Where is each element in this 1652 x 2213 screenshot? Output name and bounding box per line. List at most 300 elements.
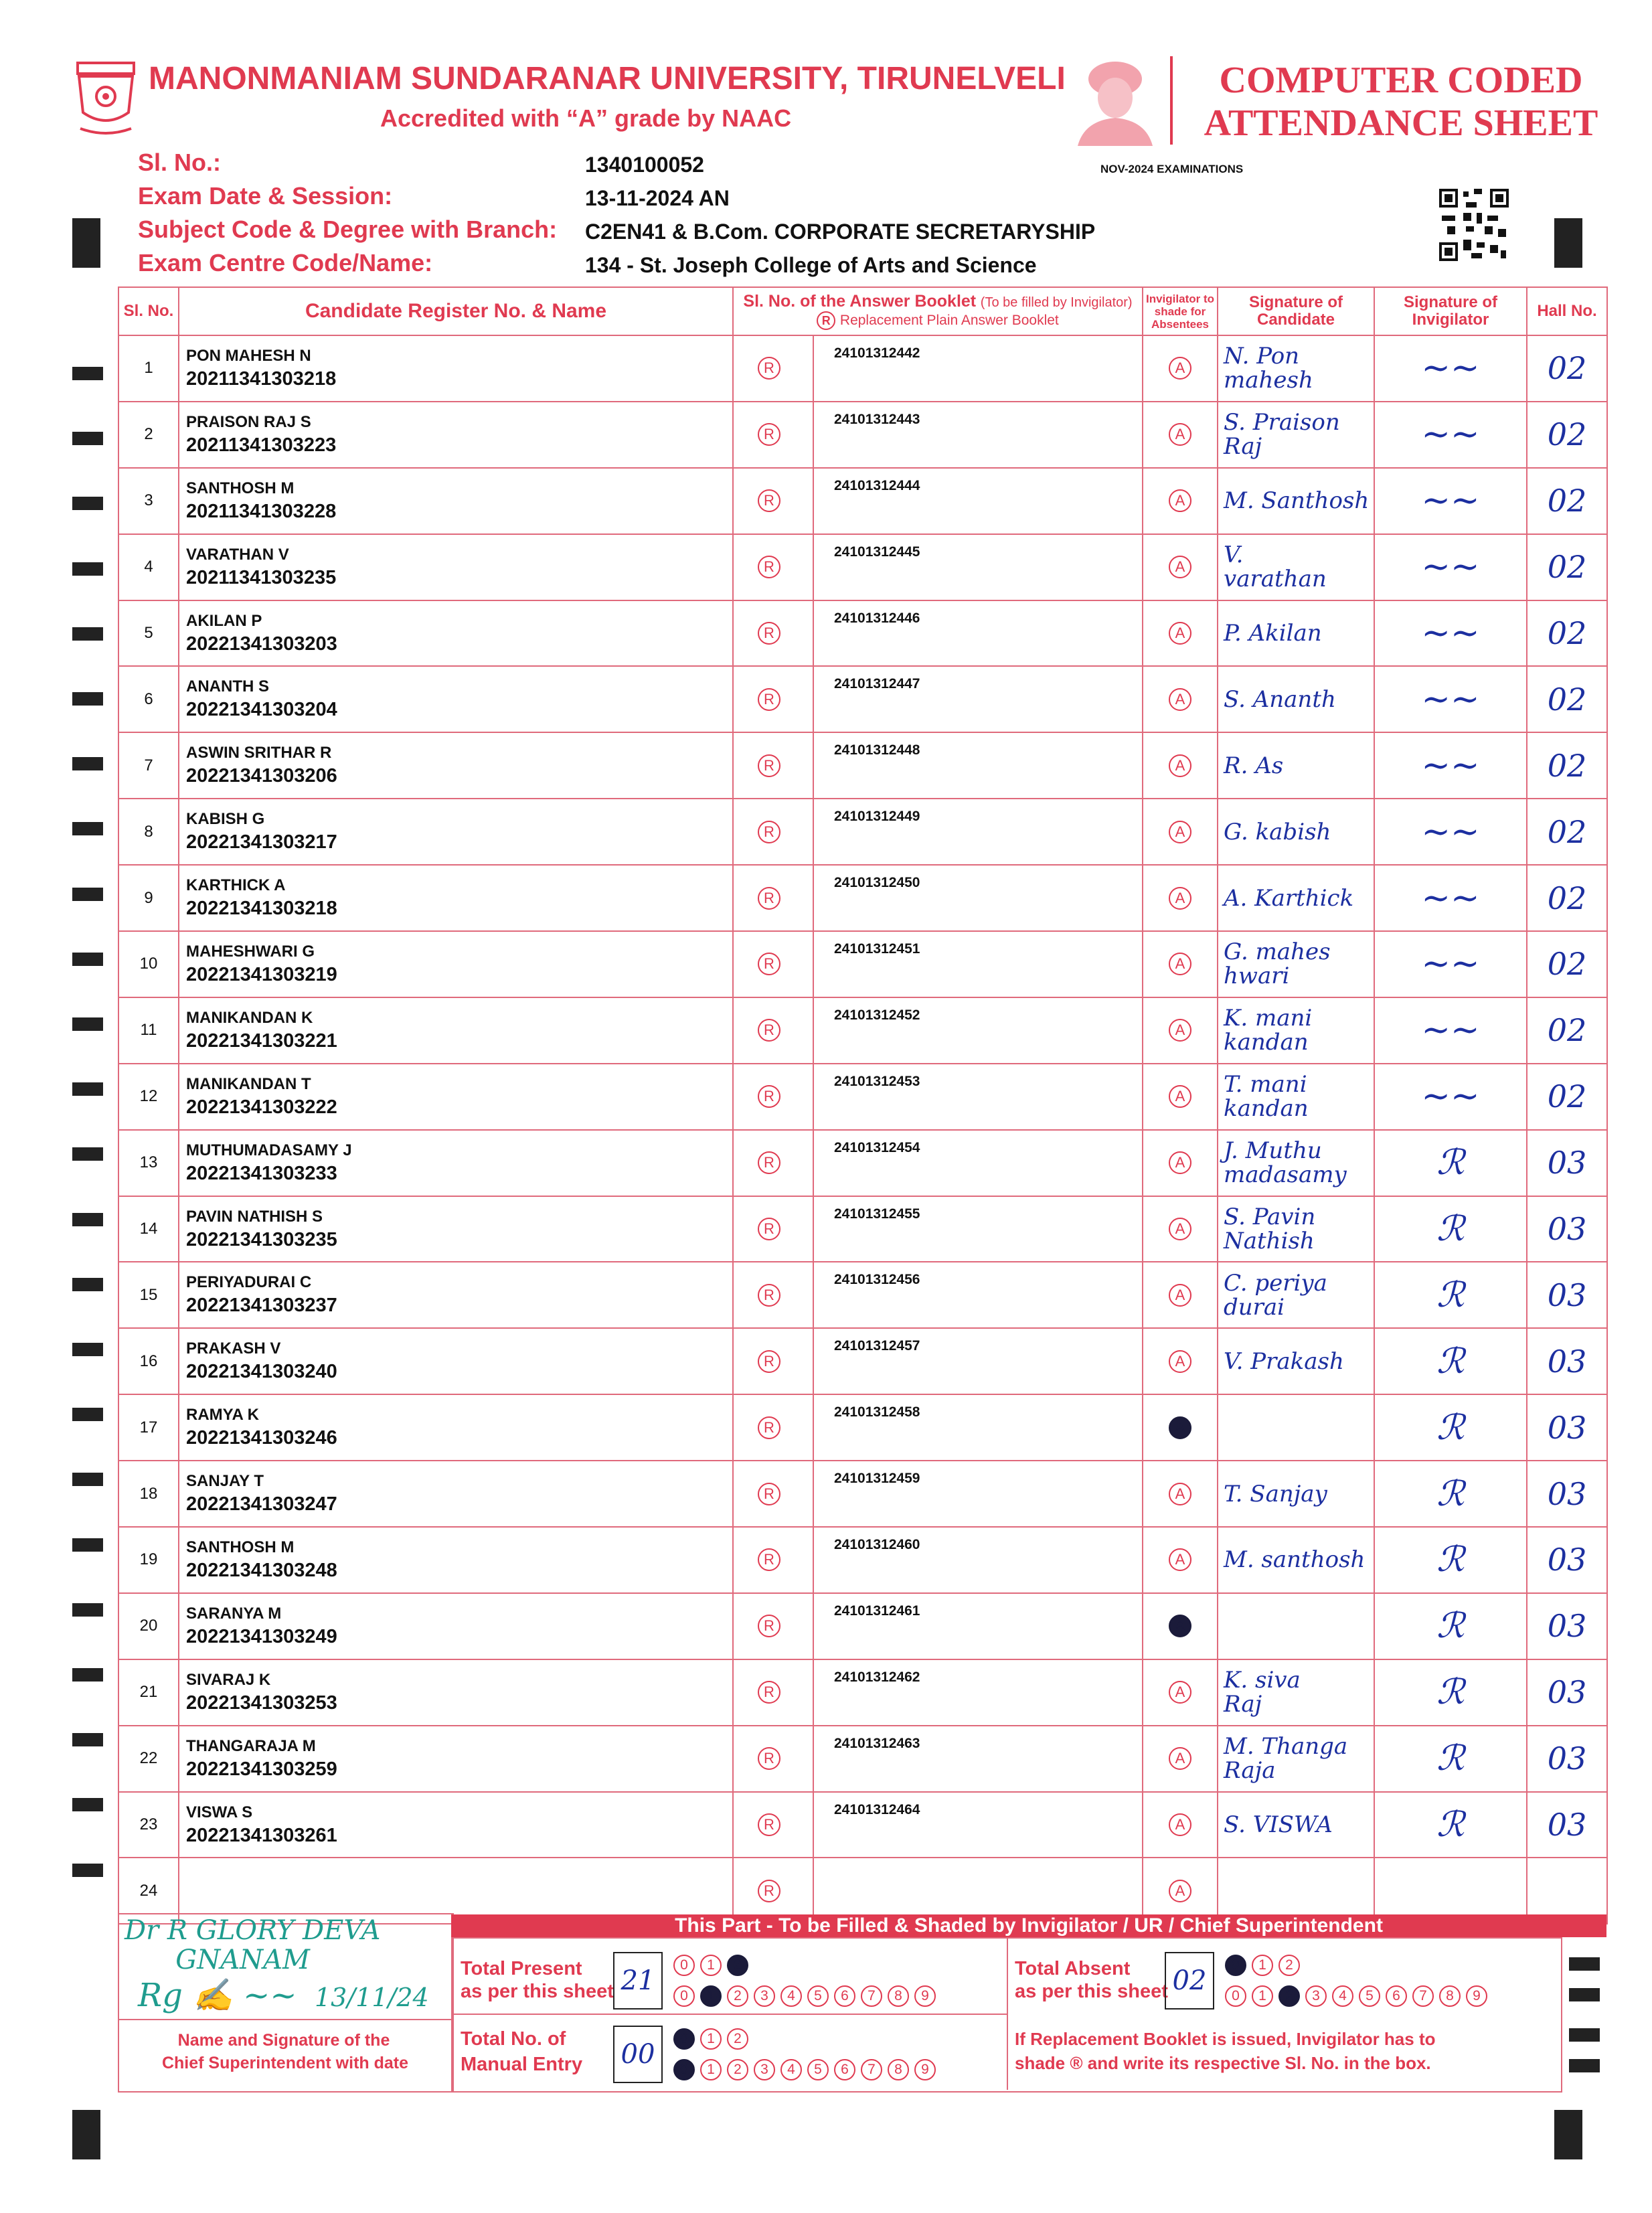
- candidate-signature[interactable]: A. Karthick: [1218, 865, 1374, 931]
- absentee-cell: [1143, 534, 1218, 600]
- replacement-bubble[interactable]: R: [758, 556, 780, 578]
- absentee-bubble[interactable]: A: [1169, 1483, 1191, 1505]
- timing-mark: [72, 562, 103, 576]
- absentee-bubble[interactable]: A: [1169, 887, 1191, 910]
- candidate-name: PRAKASH V: [186, 1339, 281, 1358]
- booklet-cell: [733, 865, 1143, 931]
- booklet-number[interactable]: 24101312459: [834, 1471, 920, 1487]
- candidate-name: PRAISON RAJ S: [186, 412, 311, 431]
- timing-mark: [1569, 1957, 1600, 1971]
- replacement-bubble[interactable]: R: [758, 1813, 780, 1836]
- invigilator-signature[interactable]: ~~: [1374, 468, 1527, 534]
- digit-bubble[interactable]: 7: [861, 2059, 882, 2080]
- absentee-cell: [1143, 335, 1218, 402]
- table-row: [118, 1394, 1607, 1461]
- booklet-divider: [813, 469, 814, 534]
- booklet-divider: [813, 1395, 814, 1460]
- table-row: [118, 1527, 1607, 1593]
- absentee-cell: [1143, 1593, 1218, 1659]
- booklet-number[interactable]: 24101312442: [834, 345, 920, 361]
- candidate-register-no: 20221341303217: [186, 831, 337, 853]
- candidate-signature[interactable]: V. Prakash: [1218, 1328, 1374, 1394]
- digit-bubble[interactable]: 9: [1466, 1985, 1487, 2007]
- absentee-bubble[interactable]: A: [1169, 1350, 1191, 1373]
- booklet-number[interactable]: 24101312457: [834, 1338, 920, 1354]
- candidate-name: PON MAHESH N: [186, 346, 311, 365]
- candidate-name: SANTHOSH M: [186, 1538, 295, 1556]
- booklet-number[interactable]: 24101312456: [834, 1272, 920, 1288]
- table-row: [118, 732, 1607, 799]
- candidate-signature[interactable]: P. Akilan: [1218, 600, 1374, 667]
- digit-bubble[interactable]: 7: [1412, 1985, 1434, 2007]
- digit-bubble[interactable]: 3: [1305, 1985, 1327, 2007]
- booklet-divider: [813, 1660, 814, 1725]
- present-tens-bubbles: [673, 1955, 748, 1976]
- candidate-cell: [179, 799, 733, 865]
- booklet-number[interactable]: 24101312458: [834, 1404, 920, 1420]
- replacement-bubble[interactable]: R: [758, 1151, 780, 1174]
- candidate-register-no: 20221341303248: [186, 1559, 337, 1581]
- timing-mark: [72, 888, 103, 901]
- booklet-divider: [813, 1131, 814, 1196]
- hall-number[interactable]: 02: [1527, 799, 1607, 865]
- invigilator-signature[interactable]: ℛ: [1374, 1394, 1527, 1461]
- booklet-number[interactable]: 24101312452: [834, 1007, 920, 1023]
- candidate-cell: [179, 1196, 733, 1262]
- booklet-divider: [813, 1793, 814, 1858]
- hall-number[interactable]: 03: [1527, 1461, 1607, 1527]
- candidate-register-no: 20221341303233: [186, 1162, 337, 1184]
- timing-mark: [72, 1082, 103, 1096]
- booklet-cell: [733, 1527, 1143, 1593]
- candidate-name: VARATHAN V: [186, 545, 289, 564]
- invigilator-signature[interactable]: ℛ: [1374, 1593, 1527, 1659]
- booklet-number[interactable]: 24101312461: [834, 1603, 920, 1619]
- candidate-signature[interactable]: J. Muthu madasamy: [1218, 1130, 1374, 1196]
- replacement-bubble[interactable]: R: [758, 1218, 780, 1240]
- digit-bubble[interactable]: 0: [673, 1955, 695, 1976]
- candidate-cell: [179, 1726, 733, 1792]
- booklet-number[interactable]: 24101312455: [834, 1206, 920, 1222]
- replacement-bubble[interactable]: R: [758, 357, 780, 380]
- candidate-signature[interactable]: R. As: [1218, 732, 1374, 799]
- absentee-bubble[interactable]: A: [1169, 1151, 1191, 1174]
- absentee-bubble[interactable]: A: [1169, 688, 1191, 711]
- absentee-bubble[interactable]: A: [1169, 1416, 1191, 1439]
- booklet-cell: [733, 666, 1143, 732]
- candidate-signature[interactable]: M. Thanga Raja: [1218, 1726, 1374, 1792]
- replacement-bubble[interactable]: R: [758, 1483, 780, 1505]
- hall-number[interactable]: 02: [1527, 865, 1607, 931]
- absentee-bubble[interactable]: A: [1169, 754, 1191, 777]
- booklet-cell: [733, 1593, 1143, 1659]
- hall-number[interactable]: 02: [1527, 468, 1607, 534]
- candidate-name: MUTHUMADASAMY J: [186, 1141, 352, 1159]
- candidate-cell: [179, 997, 733, 1064]
- invigilator-signature[interactable]: ~~: [1374, 534, 1527, 600]
- absentee-bubble[interactable]: A: [1169, 1548, 1191, 1571]
- timing-mark: [72, 1473, 103, 1486]
- replacement-bubble[interactable]: R: [758, 1615, 780, 1637]
- hall-number[interactable]: 02: [1527, 997, 1607, 1064]
- candidate-name: SARANYA M: [186, 1604, 282, 1623]
- replacement-bubble[interactable]: R: [758, 754, 780, 777]
- booklet-number[interactable]: 24101312453: [834, 1073, 920, 1089]
- absentee-bubble[interactable]: A: [1169, 357, 1191, 380]
- absentee-bubble[interactable]: A: [1169, 1218, 1191, 1240]
- candidate-register-no: 20221341303206: [186, 765, 337, 787]
- hall-number[interactable]: 03: [1527, 1593, 1607, 1659]
- hall-number[interactable]: 03: [1527, 1792, 1607, 1858]
- digit-bubble[interactable]: 7: [861, 1985, 882, 2007]
- replacement-bubble[interactable]: R: [758, 1880, 780, 1902]
- timing-mark: [72, 2110, 100, 2159]
- booklet-divider: [813, 932, 814, 997]
- candidate-signature[interactable]: S. Praison Raj: [1218, 402, 1374, 468]
- digit-bubble[interactable]: 5: [1359, 1985, 1380, 2007]
- replacement-bubble[interactable]: R: [758, 622, 780, 645]
- timing-mark: [72, 1538, 103, 1552]
- booklet-divider: [813, 1858, 814, 1923]
- digit-bubble[interactable]: 4: [1332, 1985, 1353, 2007]
- digit-bubble[interactable]: 1: [700, 2028, 722, 2050]
- replacement-bubble[interactable]: R: [758, 953, 780, 975]
- row-sl: 5: [118, 600, 179, 667]
- digit-bubble[interactable]: 6: [1386, 1985, 1407, 2007]
- table-row: [118, 468, 1607, 534]
- booklet-number[interactable]: 24101312462: [834, 1669, 920, 1685]
- absentee-cell: [1143, 1726, 1218, 1792]
- invigilator-signature[interactable]: ℛ: [1374, 1130, 1527, 1196]
- manual-entry-label: Total No. of: [461, 2028, 566, 2050]
- table-row: [118, 1792, 1607, 1858]
- candidate-cell: [179, 335, 733, 402]
- invigilator-signature[interactable]: ℛ: [1374, 1527, 1527, 1593]
- hall-number[interactable]: 03: [1527, 1394, 1607, 1461]
- invigilator-signature[interactable]: ~~: [1374, 799, 1527, 865]
- replacement-bubble[interactable]: R: [758, 688, 780, 711]
- absentee-bubble[interactable]: A: [1169, 1681, 1191, 1704]
- digit-bubble[interactable]: 6: [834, 2059, 855, 2080]
- invigilator-signature[interactable]: ~~: [1374, 931, 1527, 997]
- candidate-cell: [179, 865, 733, 931]
- invigilator-signature[interactable]: ~~: [1374, 732, 1527, 799]
- digit-bubble[interactable]: 0: [673, 2059, 695, 2080]
- timing-mark: [72, 1603, 103, 1617]
- table-row: [118, 1196, 1607, 1262]
- booklet-number[interactable]: 24101312460: [834, 1537, 920, 1553]
- hall-number[interactable]: 03: [1527, 1726, 1607, 1792]
- row-sl: 9: [118, 865, 179, 931]
- absentee-cell: [1143, 600, 1218, 667]
- candidate-name: ASWIN SRITHAR R: [186, 744, 332, 762]
- digit-bubble[interactable]: 5: [807, 2059, 829, 2080]
- row-sl: 15: [118, 1262, 179, 1328]
- booklet-cell: [733, 534, 1143, 600]
- booklet-cell: [733, 1461, 1143, 1527]
- candidate-signature[interactable]: S. Ananth: [1218, 666, 1374, 732]
- table-header-row: [118, 287, 1607, 335]
- digit-bubble[interactable]: 4: [780, 2059, 802, 2080]
- digit-bubble[interactable]: 5: [807, 1985, 829, 2007]
- digit-bubble[interactable]: 1: [1252, 1955, 1273, 1976]
- digit-bubble[interactable]: 2: [727, 2028, 748, 2050]
- candidate-register-no: 20221341303261: [186, 1824, 337, 1846]
- absentee-cell: [1143, 1262, 1218, 1328]
- invigilator-signature[interactable]: ℛ: [1374, 1262, 1527, 1328]
- timing-mark: [72, 367, 103, 380]
- col-header-sig-invigilator: Signature of Invigilator: [1374, 287, 1527, 335]
- candidate-register-no: 20221341303221: [186, 1030, 337, 1052]
- candidate-signature[interactable]: T. mani kandan: [1218, 1064, 1374, 1130]
- booklet-number[interactable]: 24101312443: [834, 411, 920, 427]
- invigilator-band: This Part - To be Filled & Shaded by Invigilator / UR / Chief Superintendent: [451, 1914, 1606, 1937]
- invigilator-signature[interactable]: ~~: [1374, 997, 1527, 1064]
- candidate-cell: [179, 666, 733, 732]
- candidate-name: PAVIN NATHISH S: [186, 1207, 323, 1226]
- digit-bubble[interactable]: 0: [673, 1985, 695, 2007]
- candidate-signature[interactable]: S. VISWA: [1218, 1792, 1374, 1858]
- invigilator-signature[interactable]: ℛ: [1374, 1792, 1527, 1858]
- digit-bubble[interactable]: 2: [1278, 1985, 1300, 2007]
- qr-code: [1439, 189, 1509, 261]
- digit-bubble[interactable]: 1: [700, 1955, 722, 1976]
- booklet-number[interactable]: 24101312447: [834, 676, 920, 692]
- booklet-number[interactable]: 24101312449: [834, 809, 920, 825]
- booklet-number[interactable]: 24101312464: [834, 1801, 920, 1817]
- digit-bubble[interactable]: 0: [1225, 1955, 1246, 1976]
- subject-label: Subject Code & Degree with Branch:: [138, 216, 558, 243]
- invigilator-signature[interactable]: ℛ: [1374, 1196, 1527, 1262]
- row-sl: 4: [118, 534, 179, 600]
- booklet-cell: [733, 1726, 1143, 1792]
- absentee-bubble[interactable]: A: [1169, 423, 1191, 446]
- invigilator-signature[interactable]: ~~: [1374, 865, 1527, 931]
- accreditation-text: Accredited with “A” grade by NAAC: [380, 104, 792, 132]
- digit-bubble[interactable]: 3: [754, 2059, 775, 2080]
- candidate-signature[interactable]: K. mani kandan: [1218, 997, 1374, 1064]
- absentee-bubble[interactable]: A: [1169, 821, 1191, 843]
- candidate-cell: [179, 1262, 733, 1328]
- booklet-cell: [733, 1262, 1143, 1328]
- digit-bubble[interactable]: 1: [700, 1985, 722, 2007]
- invigilator-signature[interactable]: ~~: [1374, 666, 1527, 732]
- absentee-bubble[interactable]: A: [1169, 556, 1191, 578]
- candidate-cell: [179, 600, 733, 667]
- candidate-signature[interactable]: C. periya durai: [1218, 1262, 1374, 1328]
- replacement-bubble[interactable]: R: [758, 1284, 780, 1307]
- digit-bubble[interactable]: 6: [834, 1985, 855, 2007]
- table-row: [118, 1659, 1607, 1726]
- hall-number[interactable]: 02: [1527, 402, 1607, 468]
- booklet-number[interactable]: 24101312450: [834, 875, 920, 891]
- hall-number[interactable]: 03: [1527, 1328, 1607, 1394]
- booklet-divider: [813, 998, 814, 1063]
- candidate-cell: [179, 1064, 733, 1130]
- row-sl: 3: [118, 468, 179, 534]
- candidate-signature[interactable]: V. varathan: [1218, 534, 1374, 600]
- attendance-table: [118, 286, 1608, 1924]
- booklet-cell: [733, 1394, 1143, 1461]
- absentee-bubble[interactable]: A: [1169, 953, 1191, 975]
- booklet-divider: [813, 799, 814, 864]
- present-units-bubbles: [673, 1985, 936, 2007]
- candidate-signature[interactable]: T. Sanjay: [1218, 1461, 1374, 1527]
- absentee-bubble[interactable]: A: [1169, 1615, 1191, 1637]
- booklet-number[interactable]: 24101312454: [834, 1139, 920, 1155]
- hall-number[interactable]: 02: [1527, 732, 1607, 799]
- booklet-number[interactable]: 24101312451: [834, 941, 920, 957]
- absentee-bubble[interactable]: A: [1169, 489, 1191, 512]
- centre-value: 134 - St. Joseph College of Arts and Science: [585, 253, 1037, 277]
- replacement-bubble[interactable]: R: [758, 887, 780, 910]
- absent-units-bubbles: [1225, 1985, 1487, 2007]
- manual-units-bubbles: [673, 2059, 936, 2080]
- total-present-entry[interactable]: 21: [613, 1952, 663, 2010]
- invigilator-signature[interactable]: ℛ: [1374, 1726, 1527, 1792]
- manual-entry-box[interactable]: 00: [613, 2026, 663, 2083]
- timing-mark: [72, 1147, 103, 1161]
- replacement-bubble[interactable]: R: [758, 1085, 780, 1108]
- invigilator-signature[interactable]: ℛ: [1374, 1461, 1527, 1527]
- candidate-register-no: 20221341303235: [186, 1228, 337, 1250]
- candidate-signature[interactable]: S. Pavin Nathish: [1218, 1196, 1374, 1262]
- hall-number[interactable]: 03: [1527, 1527, 1607, 1593]
- replacement-bubble[interactable]: R: [758, 1548, 780, 1571]
- digit-bubble[interactable]: 2: [727, 2059, 748, 2080]
- hall-number[interactable]: 02: [1527, 335, 1607, 402]
- digit-bubble[interactable]: 0: [673, 2028, 695, 2050]
- replacement-bubble[interactable]: R: [758, 1350, 780, 1373]
- replacement-bubble[interactable]: R: [758, 821, 780, 843]
- candidate-signature[interactable]: M. santhosh: [1218, 1527, 1374, 1593]
- candidate-name: RAMYA K: [186, 1406, 259, 1424]
- digit-bubble[interactable]: 1: [1252, 1985, 1273, 2007]
- hall-number[interactable]: 03: [1527, 1196, 1607, 1262]
- digit-bubble[interactable]: 8: [888, 2059, 909, 2080]
- candidate-name: KARTHICK A: [186, 876, 286, 895]
- candidate-register-no: 20211341303228: [186, 500, 337, 522]
- absentee-bubble[interactable]: A: [1169, 1880, 1191, 1902]
- digit-bubble[interactable]: 2: [1278, 1955, 1300, 1976]
- invigilator-signature[interactable]: ~~: [1374, 335, 1527, 402]
- timing-mark: [72, 822, 103, 835]
- replacement-bubble[interactable]: R: [758, 1019, 780, 1042]
- absentee-cell: [1143, 402, 1218, 468]
- booklet-number[interactable]: 24101312463: [834, 1735, 920, 1751]
- booklet-number[interactable]: 24101312444: [834, 477, 920, 493]
- hall-number[interactable]: 02: [1527, 534, 1607, 600]
- absentee-bubble[interactable]: A: [1169, 1284, 1191, 1307]
- table-row: [118, 534, 1607, 600]
- candidate-signature[interactable]: M. Santhosh: [1218, 468, 1374, 534]
- hall-number[interactable]: 03: [1527, 1262, 1607, 1328]
- hall-number[interactable]: 02: [1527, 1064, 1607, 1130]
- absentee-bubble[interactable]: A: [1169, 1019, 1191, 1042]
- row-sl: 14: [118, 1196, 179, 1262]
- absentee-cell: [1143, 732, 1218, 799]
- replacement-bubble[interactable]: R: [758, 1416, 780, 1439]
- row-sl: 22: [118, 1726, 179, 1792]
- absentee-cell: [1143, 1394, 1218, 1461]
- candidate-signature[interactable]: K. siva Raj: [1218, 1659, 1374, 1726]
- invigilator-signature[interactable]: ℛ: [1374, 1328, 1527, 1394]
- absent-tens-bubbles: [1225, 1955, 1300, 1976]
- booklet-divider: [813, 667, 814, 732]
- candidate-signature[interactable]: [1218, 1593, 1374, 1659]
- absentee-cell: [1143, 931, 1218, 997]
- row-sl: 19: [118, 1527, 179, 1593]
- hall-number[interactable]: 02: [1527, 931, 1607, 997]
- invigilator-signature[interactable]: ~~: [1374, 600, 1527, 667]
- total-absent-entry[interactable]: 02: [1165, 1952, 1214, 2010]
- absentee-cell: [1143, 1659, 1218, 1726]
- row-sl: 8: [118, 799, 179, 865]
- replacement-bubble[interactable]: R: [758, 489, 780, 512]
- row-sl: 2: [118, 402, 179, 468]
- row-sl: 7: [118, 732, 179, 799]
- hall-number[interactable]: 03: [1527, 1130, 1607, 1196]
- booklet-number[interactable]: 24101312445: [834, 544, 920, 560]
- digit-bubble[interactable]: 2: [727, 1955, 748, 1976]
- candidate-signature[interactable]: N. Pon mahesh: [1218, 335, 1374, 402]
- table-row: [118, 1262, 1607, 1328]
- col-header-sig-candidate: Signature of Candidate: [1218, 287, 1374, 335]
- booklet-number[interactable]: 24101312446: [834, 610, 920, 626]
- absentee-bubble[interactable]: A: [1169, 1747, 1191, 1770]
- digit-bubble[interactable]: 4: [780, 1985, 802, 2007]
- digit-bubble[interactable]: 2: [727, 1985, 748, 2007]
- candidate-signature[interactable]: G. kabish: [1218, 799, 1374, 865]
- timing-mark: [72, 1798, 103, 1811]
- exams-note: NOV-2024 EXAMINATIONS: [1100, 163, 1244, 175]
- candidate-register-no: 20221341303249: [186, 1625, 337, 1647]
- table-row: [118, 1328, 1607, 1394]
- candidate-cell: [179, 1328, 733, 1394]
- row-sl: 1: [118, 335, 179, 402]
- absentee-bubble[interactable]: A: [1169, 622, 1191, 645]
- invigilator-signature[interactable]: ℛ: [1374, 1659, 1527, 1726]
- total-absent-sub: as per this sheet: [1015, 1981, 1168, 2002]
- invigilator-signature[interactable]: ~~: [1374, 1064, 1527, 1130]
- replacement-bubble[interactable]: R: [758, 423, 780, 446]
- candidate-signature[interactable]: [1218, 1394, 1374, 1461]
- digit-bubble[interactable]: 9: [914, 1985, 936, 2007]
- timing-mark: [1569, 1988, 1600, 2001]
- hall-number[interactable]: 02: [1527, 600, 1607, 667]
- digit-bubble[interactable]: 3: [754, 1985, 775, 2007]
- digit-bubble[interactable]: 8: [888, 1985, 909, 2007]
- booklet-number[interactable]: 24101312448: [834, 742, 920, 758]
- replacement-note-line-1: If Replacement Booklet is issued, Invigilator has to: [1015, 2029, 1436, 2049]
- table-row: [118, 1064, 1607, 1130]
- candidate-signature[interactable]: G. mahes hwari: [1218, 931, 1374, 997]
- digit-bubble[interactable]: 1: [700, 2059, 722, 2080]
- replacement-bubble[interactable]: R: [758, 1681, 780, 1704]
- replacement-bubble[interactable]: R: [758, 1747, 780, 1770]
- absentee-bubble[interactable]: A: [1169, 1813, 1191, 1836]
- digit-bubble[interactable]: 0: [1225, 1985, 1246, 2007]
- digit-bubble[interactable]: 8: [1439, 1985, 1461, 2007]
- hall-number[interactable]: 03: [1527, 1659, 1607, 1726]
- digit-bubble[interactable]: 9: [914, 2059, 936, 2080]
- hall-number[interactable]: 02: [1527, 666, 1607, 732]
- absentee-bubble[interactable]: A: [1169, 1085, 1191, 1108]
- invigilator-signature[interactable]: ~~: [1374, 402, 1527, 468]
- table-row: [118, 931, 1607, 997]
- booklet-cell: [733, 931, 1143, 997]
- timing-mark: [72, 692, 103, 706]
